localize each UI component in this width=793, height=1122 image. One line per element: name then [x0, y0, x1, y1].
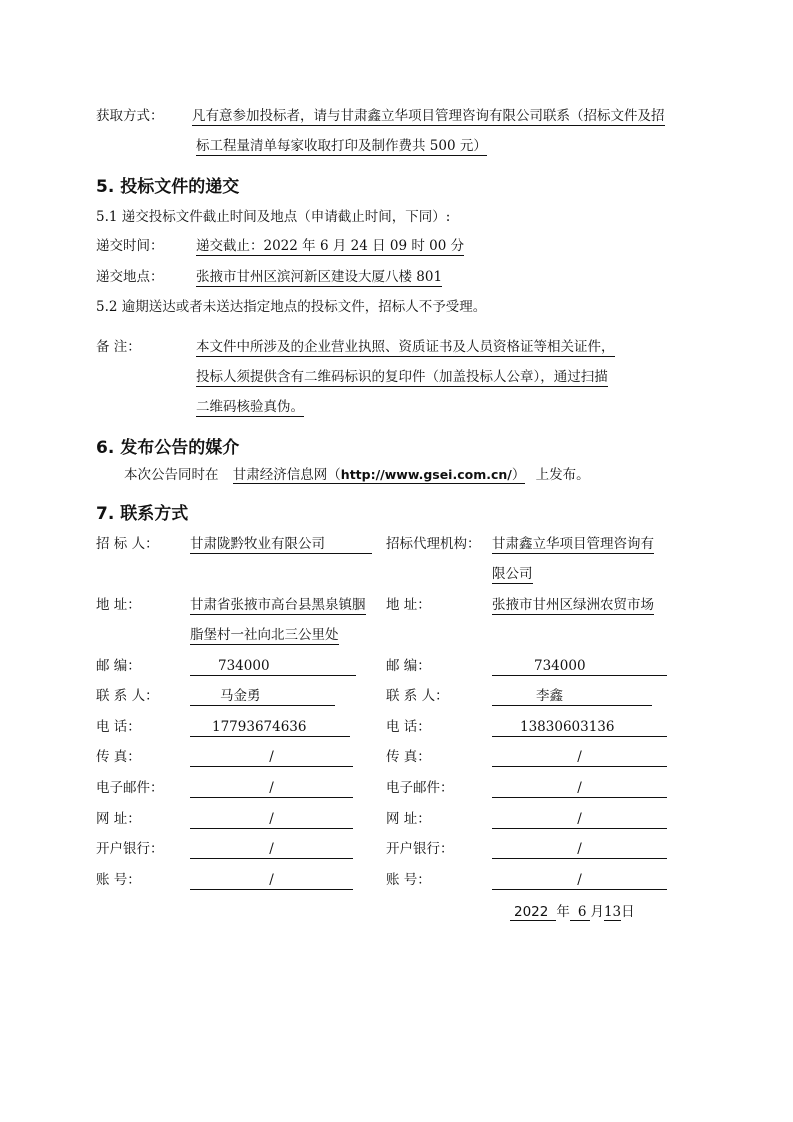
media-suffix: 上发布。	[535, 467, 590, 483]
section-5-heading: 5. 投标文件的递交	[96, 177, 240, 197]
submit-place-value: 张掖市甘州区滨河新区建设大厦八楼 801	[196, 269, 443, 285]
note-line2: 投标人须提供含有二维码标识的复印件（加盖投标人公章），通过扫描	[196, 369, 608, 385]
agency-account-label: 账 号：	[386, 872, 431, 888]
submit-place-label: 递交地点：	[96, 269, 164, 285]
submit-time-label: 递交时间：	[96, 238, 164, 254]
agency-fax-label: 传 真：	[386, 749, 431, 765]
agency-label: 招标代理机构：	[386, 536, 481, 552]
tenderer-website-value: /	[190, 810, 353, 829]
tenderer-phone-label: 电 话：	[96, 719, 141, 735]
tenderer-address-line2: 脂堡村一社向北三公里处	[190, 627, 339, 643]
agency-account-value: /	[492, 871, 667, 890]
agency-address-value: 张掖市甘州区绿洲农贸市场	[492, 597, 654, 613]
media-prefix: 本次公告同时在	[124, 467, 219, 483]
media-url: http://www.gsei.com.cn/	[340, 467, 512, 482]
agency-phone-label: 电 话：	[386, 719, 431, 735]
date-month: 6	[570, 904, 591, 921]
agency-fax-value: /	[492, 748, 667, 767]
note-line3: 二维码核验真伪。	[196, 399, 304, 415]
section-7-heading: 7. 联系方式	[96, 504, 189, 524]
acquire-text-line1: 凡有意参加投标者，请与甘肃鑫立华项目管理咨询有限公司联系（招标文件及招	[192, 108, 665, 124]
tenderer-contact-label: 联 系 人：	[96, 688, 159, 704]
agency-email-label: 电子邮件：	[386, 780, 454, 796]
tenderer-postcode-label: 邮 编：	[96, 658, 141, 674]
note-line1: 本文件中所涉及的企业营业执照、资质证书及人员资格证等相关证件，	[196, 339, 615, 355]
agency-contact-value: 李鑫	[536, 688, 563, 704]
acquire-label: 获取方式：	[96, 108, 164, 124]
section-6-heading: 6. 发布公告的媒介	[96, 438, 240, 458]
agency-bank-label: 开户银行：	[386, 841, 454, 857]
tenderer-phone-value: 17793674636	[212, 719, 307, 735]
tenderer-address-line1: 甘肃省张掖市高台县黑泉镇胭	[190, 597, 366, 613]
agency-contact-label: 联 系 人：	[386, 688, 449, 704]
tenderer-bank-value: /	[190, 840, 353, 859]
agency-value-line1: 甘肃鑫立华项目管理咨询有	[492, 536, 654, 552]
agency-website-label: 网 址：	[386, 811, 431, 827]
note-label: 备 注：	[96, 339, 141, 355]
tenderer-email-value: /	[190, 779, 353, 798]
agency-postcode-value: 734000	[534, 658, 586, 674]
tenderer-account-label: 账 号：	[96, 872, 141, 888]
agency-phone-value: 13830603136	[520, 719, 615, 735]
agency-bank-value: /	[492, 840, 667, 859]
tenderer-email-label: 电子邮件：	[96, 780, 164, 796]
date-day: 13	[603, 904, 622, 920]
tenderer-postcode-value: 734000	[218, 658, 270, 674]
issue-date: 2022 年 6 月13日	[510, 903, 635, 921]
agency-email-value: /	[492, 779, 667, 798]
tenderer-label: 招 标 人：	[96, 536, 159, 552]
agency-website-value: /	[492, 810, 667, 829]
tenderer-bank-label: 开户银行：	[96, 841, 164, 857]
tenderer-website-label: 网 址：	[96, 811, 141, 827]
acquire-text-line2: 标工程量清单每家收取打印及制作费共 500 元）	[196, 138, 487, 154]
tenderer-contact-value: 马金勇	[220, 688, 261, 704]
tenderer-address-label: 地 址：	[96, 597, 141, 613]
agency-value-line2: 限公司	[492, 566, 533, 582]
tenderer-fax-value: /	[190, 748, 353, 767]
tenderer-fax-label: 传 真：	[96, 749, 141, 765]
agency-postcode-label: 邮 编：	[386, 658, 431, 674]
media-link[interactable]: 甘肃经济信息网（http://www.gsei.com.cn/）	[232, 467, 526, 483]
submit-time-value: 递交截止：2022 年 6 月 24 日 09 时 00 分	[196, 238, 465, 254]
tenderer-value: 甘肃陇黔牧业有限公司	[190, 535, 372, 554]
date-year: 2022	[510, 904, 556, 921]
tenderer-account-value: /	[190, 871, 353, 890]
media-sentence	[124, 466, 590, 484]
agency-address-label: 地 址：	[386, 597, 431, 613]
section-5-2-text: 5.2 逾期送达或者未送达指定地点的投标文件，招标人不予受理。	[96, 299, 487, 315]
section-5-1-text: 5.1 递交投标文件截止时间及地点（申请截止时间，下同）:	[96, 209, 451, 225]
